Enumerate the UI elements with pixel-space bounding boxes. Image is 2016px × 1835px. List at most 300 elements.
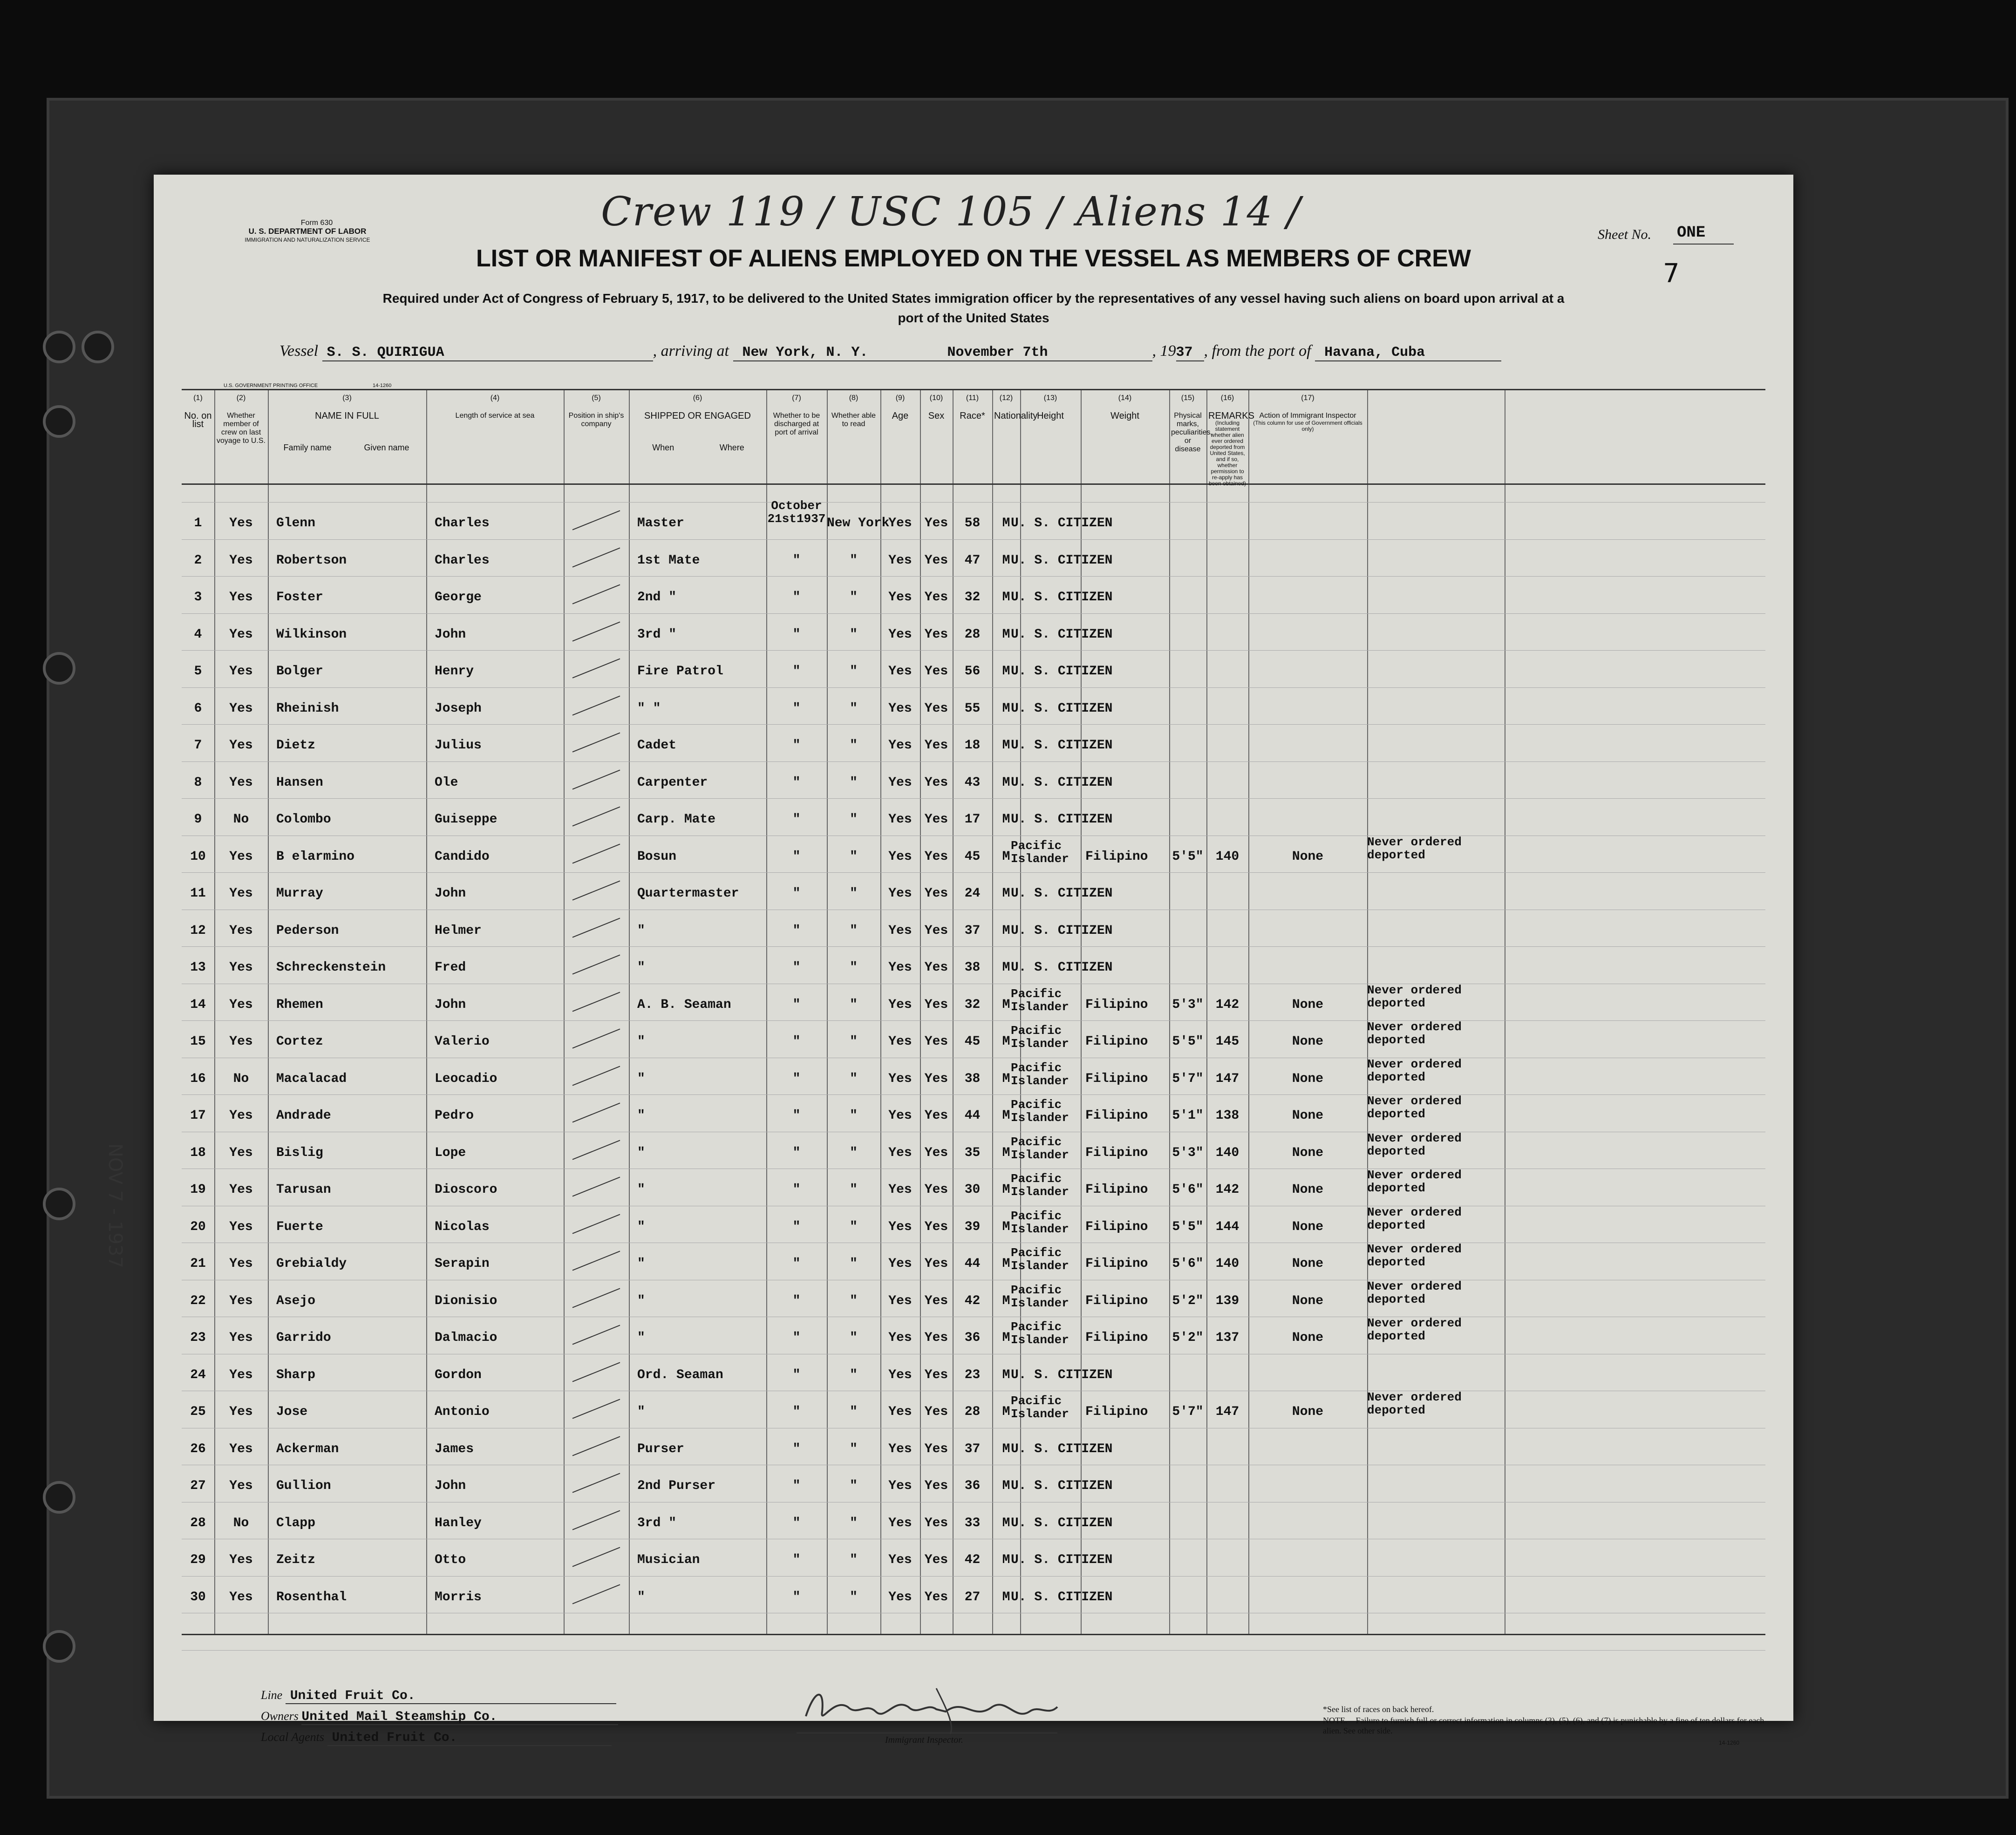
cell-read: Yes [924,1034,948,1049]
column-number: (1) [193,394,203,402]
service-length-mark [572,1584,620,1604]
cell-disch: Yes [888,812,912,827]
cell-disch: Yes [888,1034,912,1049]
column-header [1248,394,1367,483]
service-length-mark [572,1066,620,1086]
header-rule [182,483,1765,485]
column-rule [1367,390,1368,1634]
cell-given: Valerio [435,1034,490,1049]
cell-no: 14 [190,997,206,1012]
cell-remarks: Never ordered deported [1367,1057,1462,1084]
cell-disch: Yes [888,849,912,864]
cell-disch: Yes [888,1219,912,1234]
service-length-mark [572,918,620,938]
cell-when: " [792,1590,801,1604]
cell-read: Yes [924,516,948,530]
cell-nat: Filipino [1085,1257,1148,1271]
row-rule [182,687,1765,688]
service-length-mark [572,1362,620,1382]
cell-marks: None [1292,1219,1324,1234]
cell-position: " [637,1108,645,1123]
cell-disch: Yes [888,516,912,530]
cell-age: 32 [964,590,981,605]
cell-age: 35 [964,1145,981,1160]
cell-when: " [792,1219,801,1234]
cell-marks: None [1292,1405,1324,1419]
service-length-mark [572,769,620,789]
cell-nat: Filipino [1085,1034,1148,1049]
row-rule [182,798,1765,799]
service-length-mark [572,1510,620,1530]
cell-age: 17 [964,812,981,827]
cell-sex: M [1002,1257,1010,1271]
cell-race: U. S. CITIZEN [1011,923,1113,938]
cell-where: " [850,738,858,753]
page-title: LIST OR MANIFEST OF ALIENS EMPLOYED ON THE VESSEL AS MEMBERS OF CREW [476,245,1471,272]
cell-prev: Yes [229,1479,253,1493]
column-number: (3) [342,394,352,402]
cell-no: 3 [194,590,202,605]
cell-nat: Filipino [1085,1293,1148,1308]
cell-read: Yes [924,738,948,753]
cell-nat: Filipino [1085,1108,1148,1123]
cell-sex: M [1002,960,1010,975]
cell-where: " [850,1405,858,1419]
service-length-mark [572,1140,620,1160]
cell-weight: 139 [1215,1293,1240,1308]
row-rule [182,1094,1765,1095]
cell-race: Pacific Islander [1011,1024,1069,1051]
cell-position: Bosun [637,849,677,864]
cell-read: Yes [924,1441,948,1456]
cell-read: Yes [924,1479,948,1493]
service-length-mark [572,1547,620,1567]
cell-position: Fire Patrol [637,664,723,679]
cell-where: " [850,1108,858,1123]
cell-family: Wilkinson [276,627,347,642]
cell-disch: Yes [888,1367,912,1382]
cell-position: " [637,1034,645,1049]
sheet-value: ONE [1677,224,1706,242]
cell-sex: M [1002,1108,1010,1123]
cell-disch: Yes [888,923,912,938]
cell-given: Nicolas [435,1219,490,1234]
column-label: SHIPPED OR ENGAGED [644,411,751,421]
cell-read: Yes [924,627,948,642]
cell-marks: None [1292,1034,1324,1049]
column-header [992,394,1038,483]
cell-position: " [637,1071,645,1086]
column-number: (12) [999,394,1013,402]
cell-when: " [792,553,801,568]
cell-given: Morris [435,1590,482,1604]
cell-prev: No [233,1071,249,1086]
cell-sex: M [1002,516,1010,530]
service-length-mark [572,1251,620,1271]
cell-weight: 140 [1215,1257,1240,1271]
cell-read: Yes [924,1331,948,1345]
cell-given: John [435,1479,466,1493]
cell-nat: Filipino [1085,849,1148,864]
cell-race: U. S. CITIZEN [1011,590,1113,605]
cell-sex: M [1002,1331,1010,1345]
row-rule [182,724,1765,725]
binder-hole [82,331,114,363]
cell-height: 5'7" [1172,1071,1204,1086]
column-header [629,394,766,483]
service-length-mark [572,1028,620,1048]
cell-remarks: Never ordered deported [1367,1020,1462,1047]
cell-read: Yes [924,886,948,901]
cell-sex: M [1002,1553,1010,1567]
cell-given: Charles [435,553,490,568]
cell-position: Quartermaster [637,886,739,901]
cell-given: Antonio [435,1405,490,1419]
cell-race: U. S. CITIZEN [1011,1516,1113,1530]
cell-sex: M [1002,775,1010,790]
cell-race: U. S. CITIZEN [1011,1590,1113,1604]
arrival-date: November 7th [938,345,1152,361]
cell-sex: M [1002,1034,1010,1049]
cell-where: " [850,590,858,605]
cell-where: " [850,775,858,790]
cell-no: 6 [194,701,202,716]
owners-value: United Mail Steamship Co. [301,1710,618,1725]
cell-position: " [637,1145,645,1160]
cell-age: 28 [964,627,981,642]
cell-read: Yes [924,1405,948,1419]
line-value: United Fruit Co. [286,1689,616,1704]
column-label: Sex [928,411,945,421]
column-header [766,394,827,483]
cell-family: Garrido [276,1331,331,1345]
service-length-mark [572,843,620,863]
row-rule [182,1020,1765,1021]
cell-prev: Yes [229,664,253,679]
cell-given: Dalmacio [435,1331,497,1345]
cell-family: Tarusan [276,1183,331,1197]
cell-position: Cadet [637,738,677,753]
cell-weight: 142 [1215,1183,1240,1197]
cell-marks: None [1292,1331,1324,1345]
cell-race: Pacific Islander [1011,986,1069,1014]
cell-family: Glenn [276,516,316,530]
cell-race: U. S. CITIZEN [1011,960,1113,975]
agents-value: United Fruit Co. [327,1731,612,1746]
column-header [182,394,214,483]
cell-prev: Yes [229,627,253,642]
cell-no: 23 [190,1331,206,1345]
cell-family: Andrade [276,1108,331,1123]
cell-where: " [850,849,858,864]
cell-age: 45 [964,1034,981,1049]
cell-when: " [792,590,801,605]
cell-race: Pacific Islander [1011,1209,1069,1236]
column-number: (13) [1043,394,1057,402]
arriving-label: , arriving at [653,342,729,360]
handwritten-crew-count: Crew 119 / USC 105 / Aliens 14 / [601,189,1301,235]
cell-race: Pacific Islander [1011,1283,1069,1310]
cell-age: 30 [964,1183,981,1197]
cell-read: Yes [924,1145,948,1160]
cell-prev: Yes [229,738,253,753]
received-date-stamp: NOV 7 - 1937 [104,1143,126,1268]
cell-read: Yes [924,960,948,975]
cell-family: Fuerte [276,1219,323,1234]
cell-no: 5 [194,664,202,679]
cell-disch: Yes [888,1257,912,1271]
page-number: 7 [1663,258,1680,289]
cell-remarks: Never ordered deported [1367,1279,1462,1306]
cell-prev: Yes [229,516,253,530]
row-rule [182,946,1765,947]
cell-position: Carp. Mate [637,812,716,827]
cell-family: Foster [276,590,323,605]
cell-given: John [435,997,466,1012]
cell-when: " [792,1479,801,1493]
cell-read: Yes [924,1367,948,1382]
cell-when: " [792,1516,801,1530]
cell-remarks: Never ordered deported [1367,1094,1462,1121]
cell-age: 36 [964,1331,981,1345]
column-label: Height [1037,411,1064,421]
races-note: *See list of races on back hereof. [1323,1705,1434,1714]
cell-given: Joseph [435,701,482,716]
cell-prev: Yes [229,1145,253,1160]
cell-prev: Yes [229,775,253,790]
cell-where: New York [827,516,890,530]
cell-read: Yes [924,1183,948,1197]
row-rule [182,650,1765,651]
footer-agents [261,1730,612,1746]
cell-given: Pedro [435,1108,474,1123]
cell-given: Lope [435,1145,466,1160]
cell-no: 8 [194,775,202,790]
cell-prev: Yes [229,886,253,901]
cell-when: " [792,997,801,1012]
form-code: 14-1260 [1719,1740,1740,1746]
cell-where: " [850,701,858,716]
column-number: (7) [792,394,801,402]
service-length-mark [572,954,620,974]
cell-age: 23 [964,1367,981,1382]
cell-where: " [850,1331,858,1345]
cell-position: Purser [637,1441,684,1456]
penalty-note: NOTE.—Failure to furnish full or correct information in columns (3), (5), (6), and (7) is punishable by a fine of ten dollars for each alien. See other side. [1323,1716,1764,1735]
cell-where: " [850,664,858,679]
cell-where: " [850,1590,858,1604]
cell-when: " [792,923,801,938]
cell-sex: M [1002,923,1010,938]
cell-no: 24 [190,1367,206,1382]
cell-position: Musician [637,1553,700,1567]
cell-age: 44 [964,1257,981,1271]
cell-where: " [850,1553,858,1567]
column-header [268,394,426,483]
cell-race: U. S. CITIZEN [1011,738,1113,753]
arrival-port: New York, N. Y. [733,345,938,361]
cell-no: 19 [190,1183,206,1197]
cell-weight: 137 [1215,1331,1240,1345]
cell-race: U. S. CITIZEN [1011,1367,1113,1382]
cell-prev: Yes [229,1183,253,1197]
cell-given: Dionisio [435,1293,497,1308]
cell-remarks: Never ordered deported [1367,983,1462,1010]
column-label: Race* [960,411,985,421]
cell-nat: Filipino [1085,1145,1148,1160]
cell-given: Gordon [435,1367,482,1382]
cell-family: Bolger [276,664,323,679]
cell-family: Ackerman [276,1441,339,1456]
cell-where: " [850,812,858,827]
cell-remarks: Never ordered deported [1367,1168,1462,1195]
cell-position: " [637,1331,645,1345]
column-number: (9) [895,394,905,402]
cell-given: Candido [435,849,490,864]
cell-read: Yes [924,664,948,679]
row-rule [182,576,1765,577]
cell-no: 9 [194,812,202,827]
cell-nat: Filipino [1085,1405,1148,1419]
cell-given: Helmer [435,923,482,938]
cell-disch: Yes [888,997,912,1012]
cell-remarks: Never ordered deported [1367,1316,1462,1343]
cell-sex: M [1002,738,1010,753]
binder-hole [43,1481,75,1514]
cell-given: Charles [435,516,490,530]
column-sublabel: Given name [364,443,409,452]
cell-race: Pacific Islander [1011,1098,1069,1125]
cell-race: U. S. CITIZEN [1011,664,1113,679]
cell-position: Ord. Seaman [637,1367,723,1382]
cell-age: 42 [964,1553,981,1567]
cell-no: 15 [190,1034,206,1049]
cell-given: Serapin [435,1257,490,1271]
cell-when: " [792,1257,801,1271]
cell-disch: Yes [888,1405,912,1419]
cell-sex: M [1002,1145,1010,1160]
service-length-mark [572,1436,620,1456]
cell-prev: Yes [229,1405,253,1419]
column-label: Physical marks, peculiarities, or disease [1171,412,1212,453]
cell-family: Murray [276,886,323,901]
cell-age: 36 [964,1479,981,1493]
column-label: Whether member of crew on last voyage to U.S. [217,412,266,445]
column-label: Position in ship's company [568,412,624,428]
inspector-signature [797,1679,1085,1735]
cell-race: U. S. CITIZEN [1011,1553,1113,1567]
cell-no: 30 [190,1590,206,1604]
cell-given: Dioscoro [435,1183,497,1197]
service-length-mark [572,510,620,530]
cell-family: Asejo [276,1293,316,1308]
cell-age: 33 [964,1516,981,1530]
binder-hole [43,331,75,363]
column-number: (4) [490,394,500,402]
cell-prev: Yes [229,849,253,864]
column-label: Length of service at sea [455,412,535,420]
cell-position: " [637,960,645,975]
cell-age: 55 [964,701,981,716]
cell-family: Dietz [276,738,316,753]
row-rule [182,502,1765,503]
cell-family: Gullion [276,1479,331,1493]
cell-no: 27 [190,1479,206,1493]
cell-sex: M [1002,590,1010,605]
cell-sex: M [1002,1071,1010,1086]
cell-prev: Yes [229,1219,253,1234]
cell-disch: Yes [888,960,912,975]
cell-no: 7 [194,738,202,753]
cell-age: 45 [964,849,981,864]
cell-age: 56 [964,664,981,679]
cell-no: 25 [190,1405,206,1419]
cell-disch: Yes [888,1441,912,1456]
cell-age: 28 [964,1405,981,1419]
cell-family: Rosenthal [276,1590,347,1604]
cell-position: " [637,1293,645,1308]
cell-sex: M [1002,1590,1010,1604]
column-rule [268,390,269,1634]
service-length-mark [572,1399,620,1419]
cell-no: 22 [190,1293,206,1308]
cell-where: " [850,553,858,568]
footer-line [261,1688,616,1704]
cell-prev: Yes [229,1553,253,1567]
cell-read: Yes [924,1257,948,1271]
cell-age: 27 [964,1590,981,1604]
cell-no: 1 [194,516,202,530]
column-label: REMARKS [1208,411,1254,421]
column-note: (This column for use of Government officials only) [1253,420,1362,432]
cell-sex: M [1002,553,1010,568]
cell-where: " [850,1145,858,1160]
cell-age: 42 [964,1293,981,1308]
cell-given: Fred [435,960,466,975]
cell-when: " [792,1441,801,1456]
cell-family: Colombo [276,812,331,827]
cell-no: 26 [190,1441,206,1456]
service-length-mark [572,1102,620,1122]
cell-sex: M [1002,701,1010,716]
cell-no: 21 [190,1257,206,1271]
column-label: Age [892,411,909,421]
column-header [953,394,992,483]
cell-age: 18 [964,738,981,753]
cell-height: 5'3" [1172,1145,1204,1160]
row-rule [182,613,1765,614]
row-rule [182,872,1765,873]
cell-marks: None [1292,997,1324,1012]
cell-where: " [850,1367,858,1382]
cell-where: " [850,1479,858,1493]
cell-height: 5'2" [1172,1331,1204,1345]
manifest-sheet [104,175,1793,1746]
cell-height: 5'5" [1172,849,1204,864]
cell-race: U. S. CITIZEN [1011,812,1113,827]
column-label: Action of Immigrant Inspector [1259,412,1356,420]
cell-where: " [850,886,858,901]
column-rule [629,390,630,1634]
column-header [1206,394,1254,487]
cell-race: Pacific Islander [1011,1172,1069,1199]
cell-height: 5'5" [1172,1034,1204,1049]
arrival-year: 37 [1176,345,1204,361]
cell-position: Master [637,516,684,530]
cell-no: 12 [190,923,206,938]
cell-marks: None [1292,1145,1324,1160]
column-header [1081,394,1169,483]
